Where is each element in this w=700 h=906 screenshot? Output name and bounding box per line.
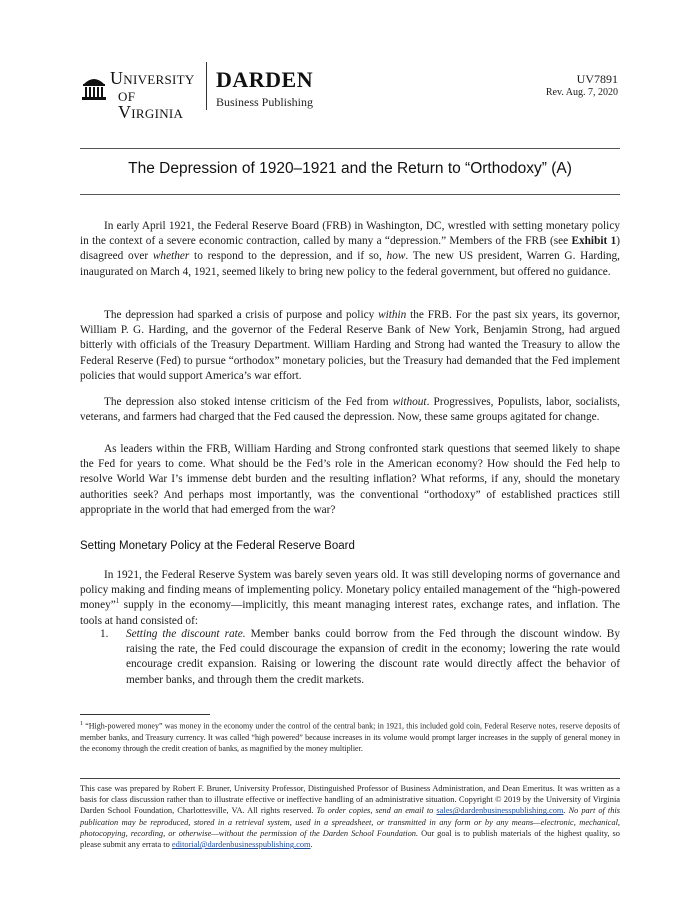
- footer-rule: [80, 778, 620, 779]
- footnote-1: $^1$ “High-powered money” was money in the economy under the control of the central bank; in 1921, this included gold coin, Federal Reserve notes, reserve deposits of member banks, and Treasury currency. It was called “high powered” because increases in its volume would prompt larger increases in the supply of general money in the economy through the credit creation of banks, as magnified by the money multiplier.: [80, 721, 620, 753]
- paragraph-3: The depression also stoked intense criticism of the Fed from without. Progressives, Populists, labor, socialists, veterans, and farmers had charged that the Fed caused the depression. Now, these same groups agitated for change.: [80, 396, 620, 424]
- list-item-1: 1. Setting the discount rate. Member banks could borrow from the Fed through the discount window. By raising the rate, the Fed could discourage the expansion of credit in the economy; lowering the rate would encourage credit expansion. Raising or lowering the discount rate would directly affect the behavior of member banks, and through them the credit markets.: [100, 628, 620, 686]
- university-logo: [82, 68, 200, 122]
- footnote-ref-1[interactable]: 1: [115, 597, 120, 606]
- paragraph-1: In early April 1921, the Federal Reserve Board (FRB) in Washington, DC, wrestled with setting monetary policy in the context of a severe economic contraction, called by many a “depression.” Members of the FRB (see Exhibit 1) disagreed over whether to respond to the depression, and if so, how. The new US president, Warren G. Harding, inaugurated on March 4, 1921, seemed likely to bring new policy to the federal government, but offered no guidance.: [80, 220, 620, 278]
- exhibit-reference: Exhibit 1: [571, 235, 617, 248]
- case-identifier: [546, 72, 618, 99]
- section-heading: Setting Monetary Policy at the Federal Reserve Board: [80, 540, 355, 552]
- sales-email-link[interactable]: sales@dardenbusinesspublishing.com: [436, 806, 564, 816]
- document-title: The Depression of 1920–1921 and the Return to “Orthodoxy” (A): [128, 160, 572, 177]
- errata-email-link[interactable]: editorial@dardenbusinesspublishing.com: [171, 840, 311, 850]
- paragraph-2: The depression had sparked a crisis of purpose and policy within the FRB. For the past six years, its governor, William P. G. Harding, and the governor of the Federal Reserve Bank of New York, Benjamin Strong, had argued bitterly with officials of the Treasury Department. William Harding and Strong had wanted the Treasury to allow the Federal Reserve (Fed) to pursue “orthodox” monetary policies, but the Treasury had demanded that the Fed implement policies that would support America’s war effort.: [80, 309, 620, 382]
- list-number: 1.: [100, 628, 109, 640]
- footnote-rule: [80, 714, 210, 715]
- case-code: UV7891: [576, 72, 618, 86]
- darden-logo: [216, 68, 313, 110]
- publisher-name: DARDEN: [216, 67, 314, 92]
- logo-divider: [206, 62, 207, 110]
- publisher-subtitle: Business Publishing: [216, 95, 314, 109]
- section-paragraph-1: In 1921, the Federal Reserve System was barely seven years old. It was still developing norms of governance and policy making and finding means of implementing policy. Monetary policy entailed management of the “high-powered money”$^1$ supply in the economy—implicitly, this meant managing interest rates, exchange rates, and inflation. The tools at hand consisted of:: [80, 569, 620, 627]
- copyright-footer: This case was prepared by Robert F. Bruner, University Professor, Distinguished Professor of Business Administration, and Dean Emeritus. It was written as a basis for class discussion rather than to illustrate effective or ineffective handling of an administrative situation. Copyright © 2019 by the University of Virginia Darden School Foundation, Charlottesville, VA. All rights reserved. To order copies, send an email to sales@dardenbusinesspublishing.com. No part of this publication may be reproduced, stored in a retrieval system, used in a spreadsheet, or transmitted in any form or by any means—electronic, mechanical, photocopying, recording, or otherwise—without the permission of the Darden School Foundation. Our goal is to publish materials of the highest quality, so please submit any errata to editorial@dardenbusinesspublishing.com.: [80, 784, 620, 850]
- title-rule-top: [80, 148, 620, 149]
- revision-date: Rev. Aug. 7, 2020: [545, 87, 618, 98]
- university-name-line1: University: [110, 68, 195, 88]
- rotunda-icon: [82, 74, 106, 102]
- university-name-line2: of Virginia: [118, 85, 184, 122]
- list-lead: Setting the discount rate.: [126, 628, 246, 640]
- title-rule-bottom: [80, 194, 620, 195]
- paragraph-4: As leaders within the FRB, William Harding and Strong confronted stark questions that seemed likely to shape the Fed for years to come. What should be the Fed’s role in the American economy? How should the Fed help to resolve World War I’s immense debt burden and the resulting inflation? What reforms, if any, should the monetary authorities seek? And perhaps most importantly, was the conventional “orthodoxy” of established practices still appropriate in the world that had emerged from the war?: [80, 443, 620, 516]
